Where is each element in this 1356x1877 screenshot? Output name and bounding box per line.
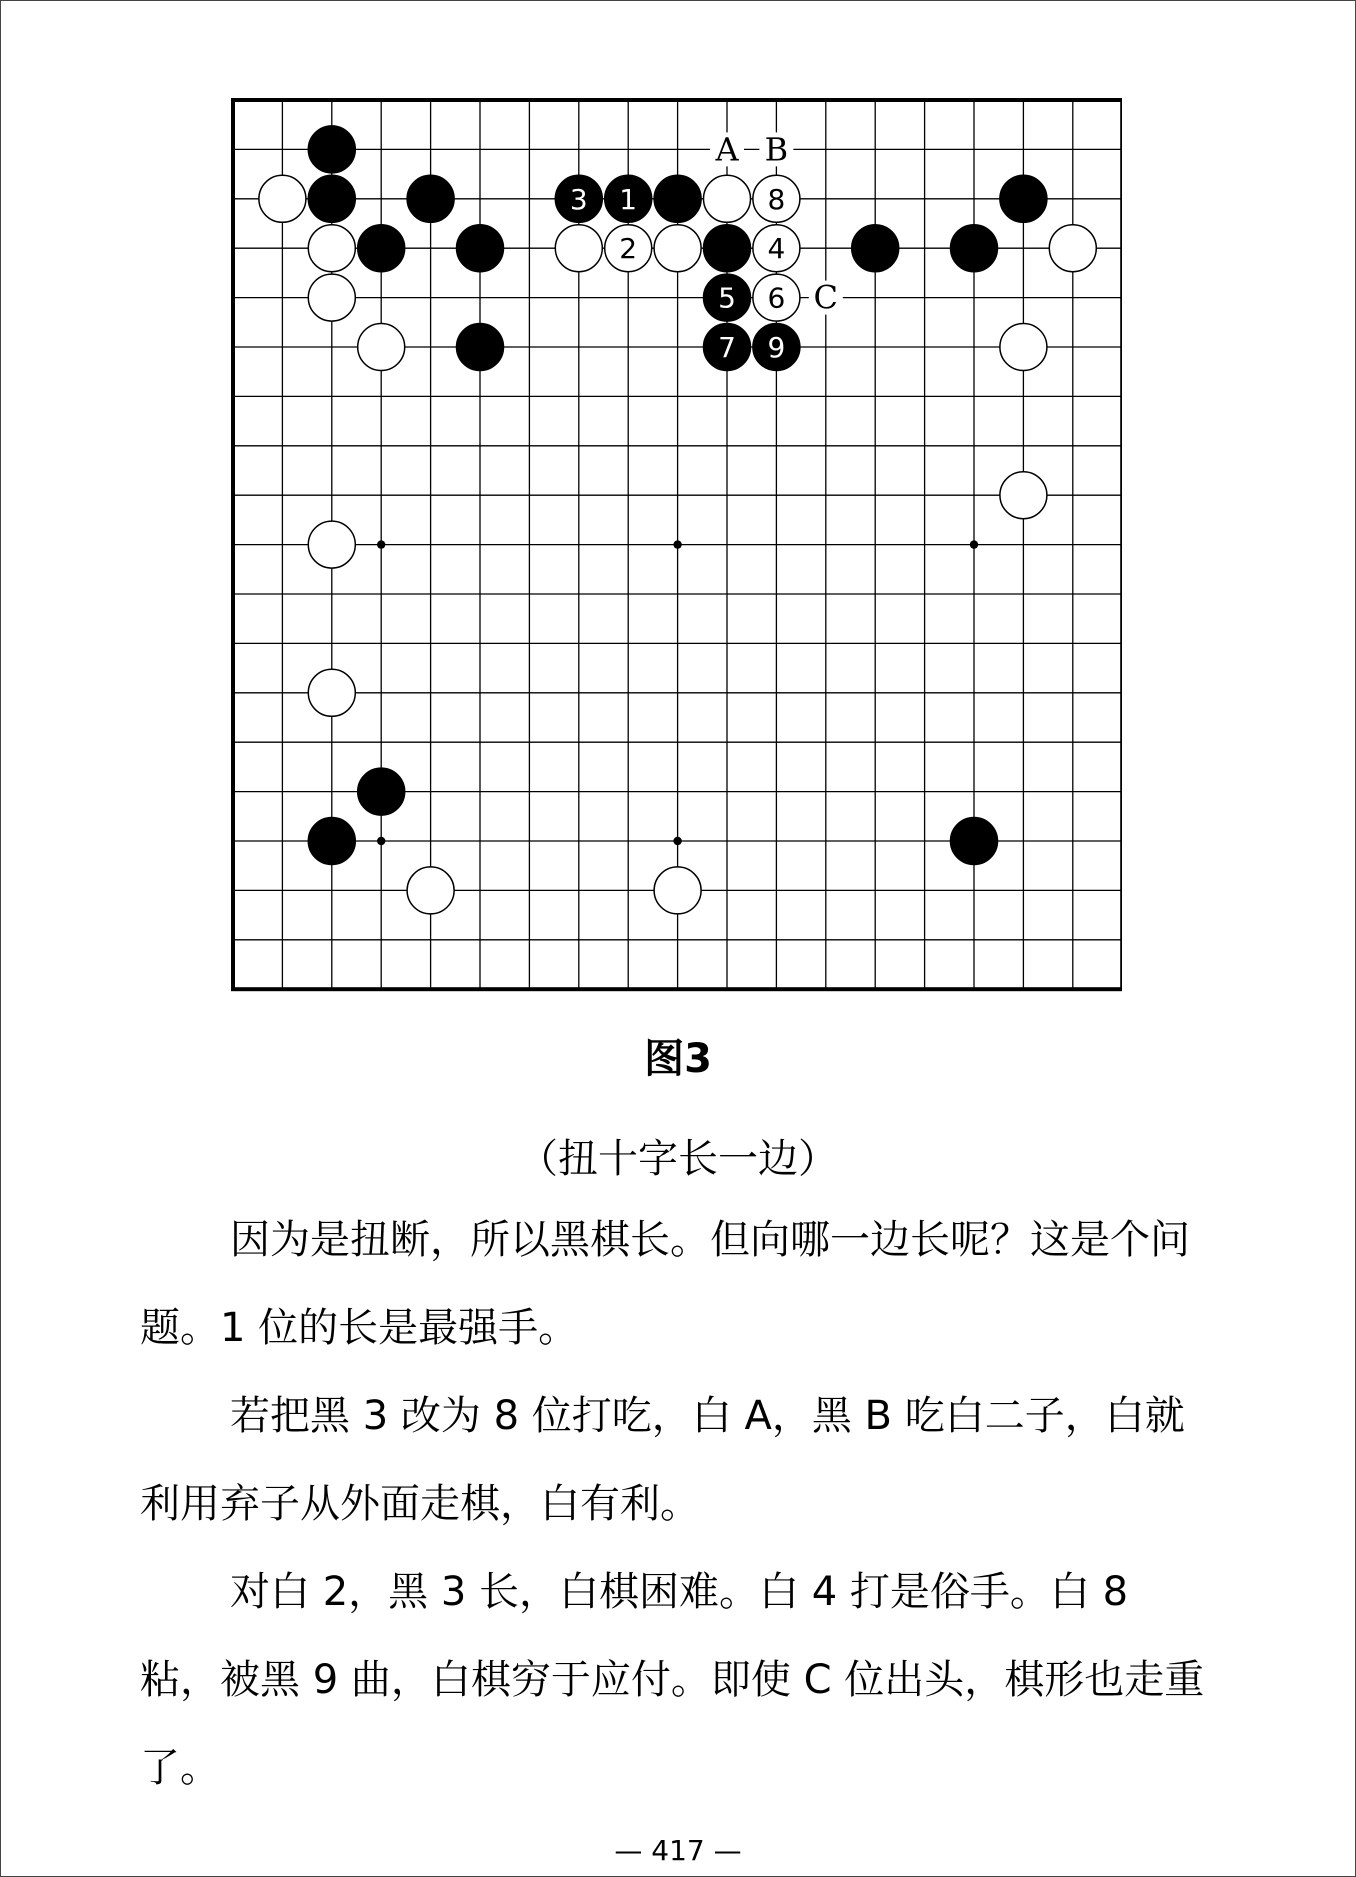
paragraph-3: 对白 2，黑 3 长，白棋困难。白 4 打是俗手。白 8 粘，被黑 9 曲，白棋穷于应付。即使 C 位出头，棋形也走重了。 (140, 1569, 1205, 1791)
white-stone (555, 225, 602, 272)
paragraph-2: 若把黑 3 改为 8 位打吃，白 A，黑 B 吃白二子，白就利用弃子从外面走棋，白有利。 (140, 1393, 1185, 1527)
white-stone (1000, 324, 1047, 371)
point-label: A (715, 130, 739, 169)
black-stone (407, 175, 454, 222)
star-point (970, 540, 978, 548)
black-stone (951, 225, 998, 272)
white-stone (308, 225, 355, 272)
white-stone (654, 225, 701, 272)
move-number: 8 (767, 182, 786, 216)
black-stone (704, 225, 751, 272)
move-number: 9 (767, 331, 786, 364)
black-stone (308, 126, 355, 173)
white-stone (654, 867, 701, 914)
point-label: C (813, 278, 839, 317)
star-point (377, 837, 385, 845)
point-label: B (764, 130, 789, 169)
figure-title: 图3 (644, 1036, 712, 1082)
white-stone (704, 175, 751, 222)
star-point (377, 540, 385, 548)
white-stone (358, 324, 405, 371)
white-stone (308, 521, 355, 568)
white-stone (259, 175, 306, 222)
star-point (673, 540, 681, 548)
move-number: 2 (619, 232, 638, 266)
white-stone (1000, 472, 1047, 519)
move-number: 1 (619, 182, 638, 216)
black-stone (358, 768, 405, 815)
white-stone (308, 669, 355, 716)
black-stone (852, 225, 899, 272)
move-number: 5 (718, 281, 736, 315)
star-point (673, 837, 681, 845)
black-stone (951, 818, 998, 865)
move-number: 4 (767, 232, 786, 266)
black-stone (1000, 175, 1047, 222)
white-stone (308, 274, 355, 321)
figure-subtitle: （扭十字长一边） (518, 1136, 838, 1182)
white-stone (1049, 225, 1096, 272)
move-number: 6 (767, 281, 786, 315)
go-board-diagram (230, 97, 1122, 993)
page-number: — 417 — (614, 1834, 742, 1867)
move-number: 7 (718, 331, 736, 364)
black-stone (654, 175, 701, 222)
paragraph-1: 因为是扭断，所以黑棋长。但向哪一边长呢？这是个问题。1 位的长是最强手。 (140, 1217, 1190, 1351)
black-stone (457, 324, 504, 371)
move-number: 3 (569, 182, 588, 216)
white-stone (407, 867, 454, 914)
black-stone (358, 225, 405, 272)
black-stone (308, 175, 355, 222)
black-stone (457, 225, 504, 272)
black-stone (308, 818, 355, 865)
